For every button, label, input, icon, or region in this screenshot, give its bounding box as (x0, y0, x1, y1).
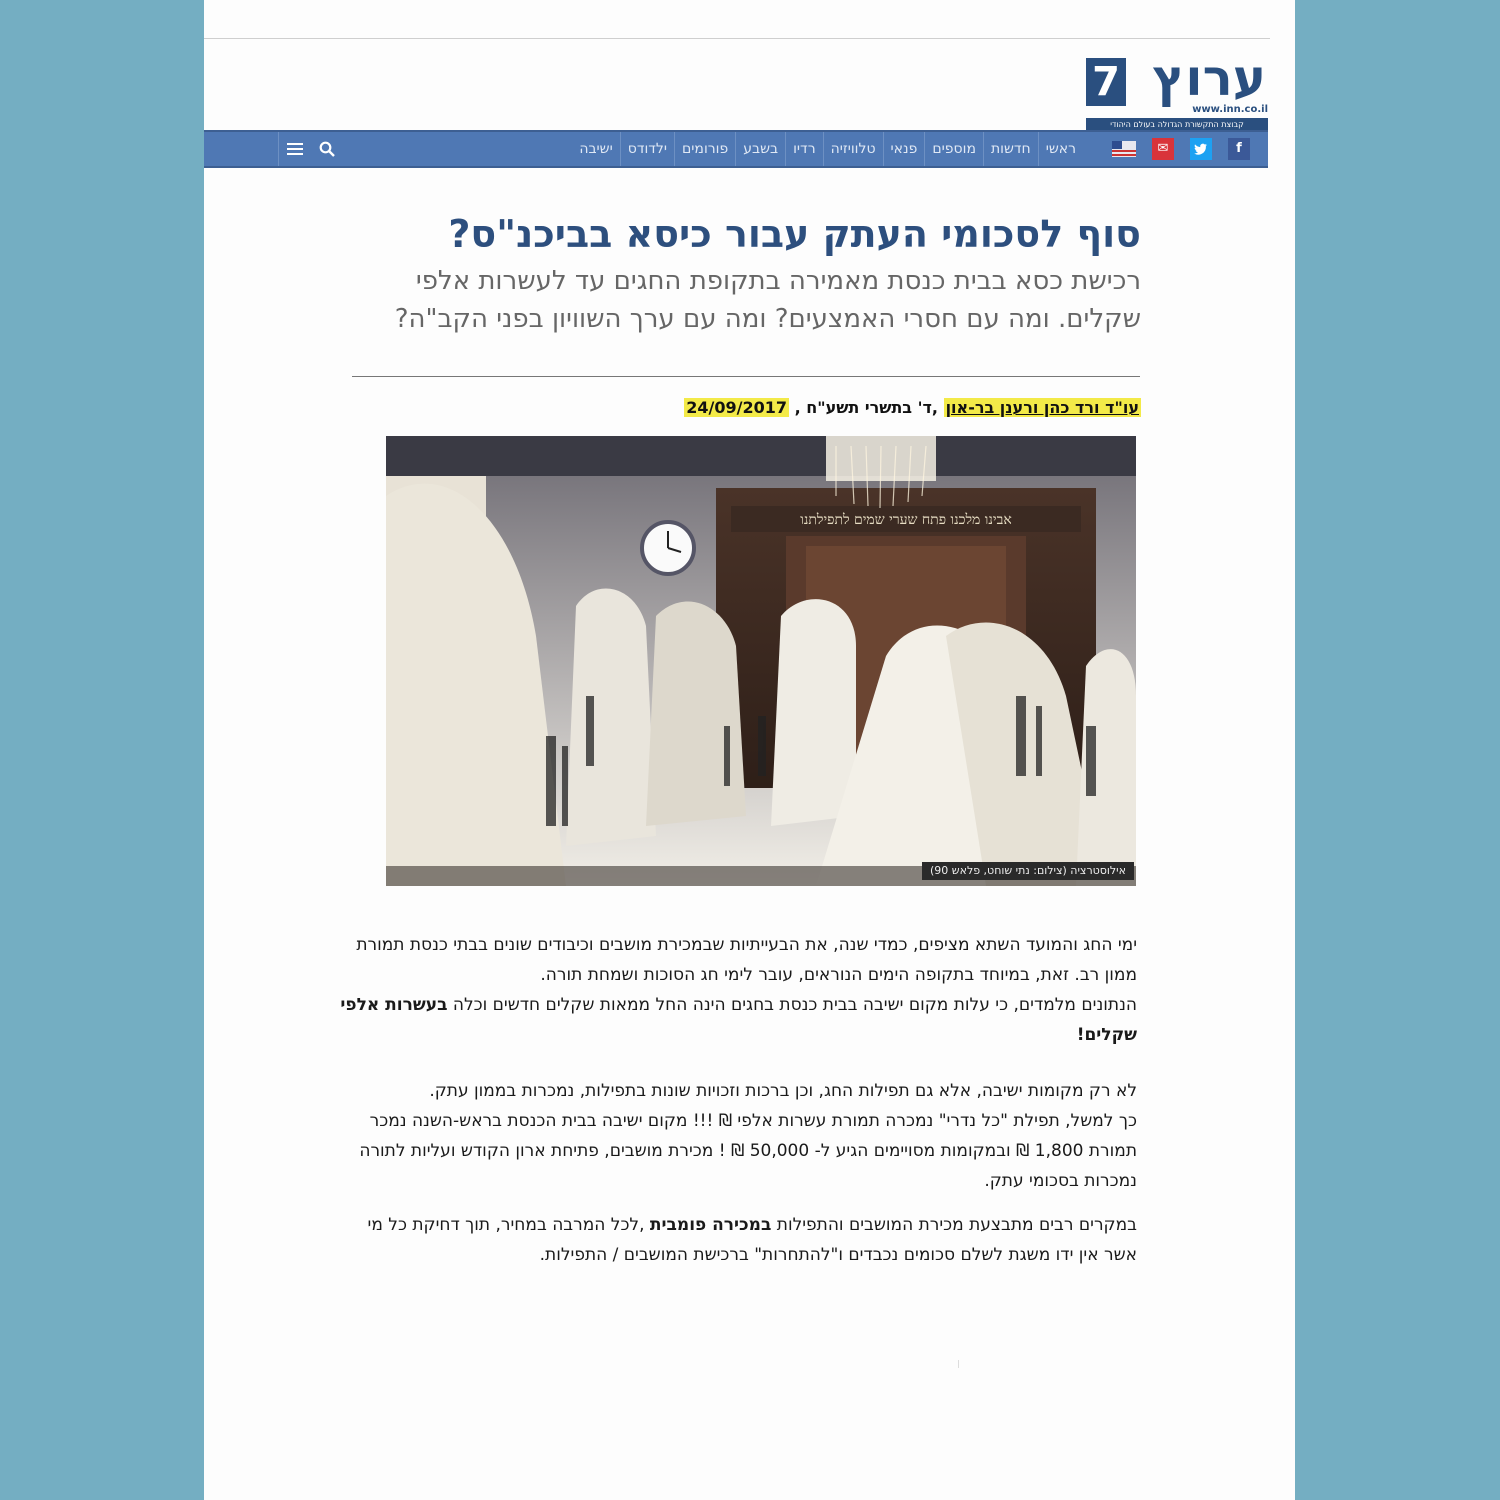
nav-tools (278, 132, 343, 166)
main-navbar (204, 130, 1268, 168)
nav-item-tv[interactable]: טלוויזיה (823, 132, 883, 166)
hebrew-date: ,ד' בתשרי תשע"ח , (794, 398, 938, 417)
paragraph-1: ימי החג והמועד השתא מציפים, כמדי שנה, את הבעייתיות שבמכירת מושבים וכיבודים שונים בבתי כנסת תמורת ממון רב. זאת, במיוחד בתקופה הימים הנוראים, עובר לימי חג הסוכות ושמחת תורה. (356, 935, 1137, 985)
paragraph-2-text: הנתונים מלמדים, כי עלות מקום ישיבה בבית כנסת בחגים הינה החל ממאות שקלים חדשים וכלה (452, 995, 1137, 1015)
twitter-icon[interactable] (1190, 138, 1212, 160)
search-icon[interactable] (311, 132, 343, 166)
headline-divider (352, 376, 1140, 377)
photo-caption: אילוסטרציה (צילום: נתי שוחט, פלאש 90) (922, 862, 1134, 880)
site-logo[interactable] (1086, 49, 1268, 132)
scan-mark (958, 1360, 959, 1368)
logo-url: www.inn.co.il (1192, 104, 1268, 115)
paragraph-5-end: ,לכל המרבה במחיר, תוך דחיקת כל מי אשר אין ידו משגת לשלם סכומים נכבדים ו"להתחרות" ברכישת המושבים / התפילות. (367, 1215, 1137, 1265)
nav-item-yeshiva[interactable]: ישיבה (579, 141, 613, 157)
publish-date: 24/09/2017 (686, 398, 788, 417)
social-links (1112, 138, 1250, 160)
us-flag-icon[interactable] (1112, 141, 1136, 157)
paragraph-3: לא רק מקומות ישיבה, אלא גם תפילות החג, וכן ברכות וזכויות שונות בתפילות, נמכרות בממון עתק. (429, 1081, 1137, 1101)
article-photo (386, 436, 1136, 886)
paragraph-4: כך למשל, תפילת "כל נדרי" נמכרה תמורת עשרות אלפי ₪ !!! מקום ישיבה בבית הכנסת בראש-השנה נמכר תמורת 1,800 ₪ ובמקומות מסויימים הגיע ל- 50,000 ₪ ! מכירת מושבים, פתיחת ארון הקודש ועליות לתורה נמכרות בסכומי עתק. (359, 1111, 1137, 1191)
logo-word: ערוץ (1152, 49, 1266, 107)
top-divider (204, 38, 1270, 39)
paragraph-5-bold: במכירה פומבית (649, 1215, 772, 1235)
article-subtitle: רכישת כסא בבית כנסת מאמירה בתקופת החגים עד לעשרות אלפי שקלים. ומה עם חסרי האמצעים? ומה עם ערך השוויון בפני הקב"ה? (394, 266, 1141, 334)
facebook-icon[interactable]: f (1228, 138, 1250, 160)
nav-menu (572, 132, 1076, 166)
menu-icon[interactable] (278, 132, 311, 166)
nav-item-news[interactable]: חדשות (983, 132, 1038, 166)
synagogue-photo (386, 436, 1136, 886)
article-body (337, 930, 1137, 1270)
paragraph-5 (337, 1210, 1137, 1270)
paragraph-5-start: במקרים רבים מתבצעת מכירת המושבים והתפילות (776, 1215, 1137, 1235)
scanned-page (204, 0, 1295, 1500)
article-title: סוף לסכומי העתק עבור כיסא בביכנ"ס? (448, 212, 1141, 256)
nav-item-besheva[interactable]: בשבע (735, 132, 785, 166)
logo-tagline: קבוצת התקשורת הגדולה בעולם היהודי (1086, 118, 1268, 132)
nav-item-supplements[interactable]: מוספים (924, 132, 983, 166)
nav-item-leisure[interactable]: פנאי (883, 132, 925, 166)
nav-item-home[interactable]: ראשי (1038, 132, 1076, 166)
author-link[interactable]: עו"ד ורד כהן ורענן בר-און (945, 398, 1139, 417)
mail-icon[interactable]: ✉ (1152, 138, 1174, 160)
nav-item-forums[interactable]: פורומים (674, 132, 735, 166)
ark-inscription: אבינו מלכנו פתח שערי שמים לתפילתנו (800, 512, 1012, 528)
logo-mark: 7 (1086, 58, 1126, 106)
paragraph-2-bold: בעשרות אלפי שקלים! (340, 995, 1137, 1045)
nav-item-kids[interactable]: ילדודס (620, 132, 674, 166)
paragraph-2 (337, 990, 1137, 1050)
nav-item-radio[interactable]: רדיו (785, 132, 823, 166)
article-byline (684, 396, 1141, 420)
